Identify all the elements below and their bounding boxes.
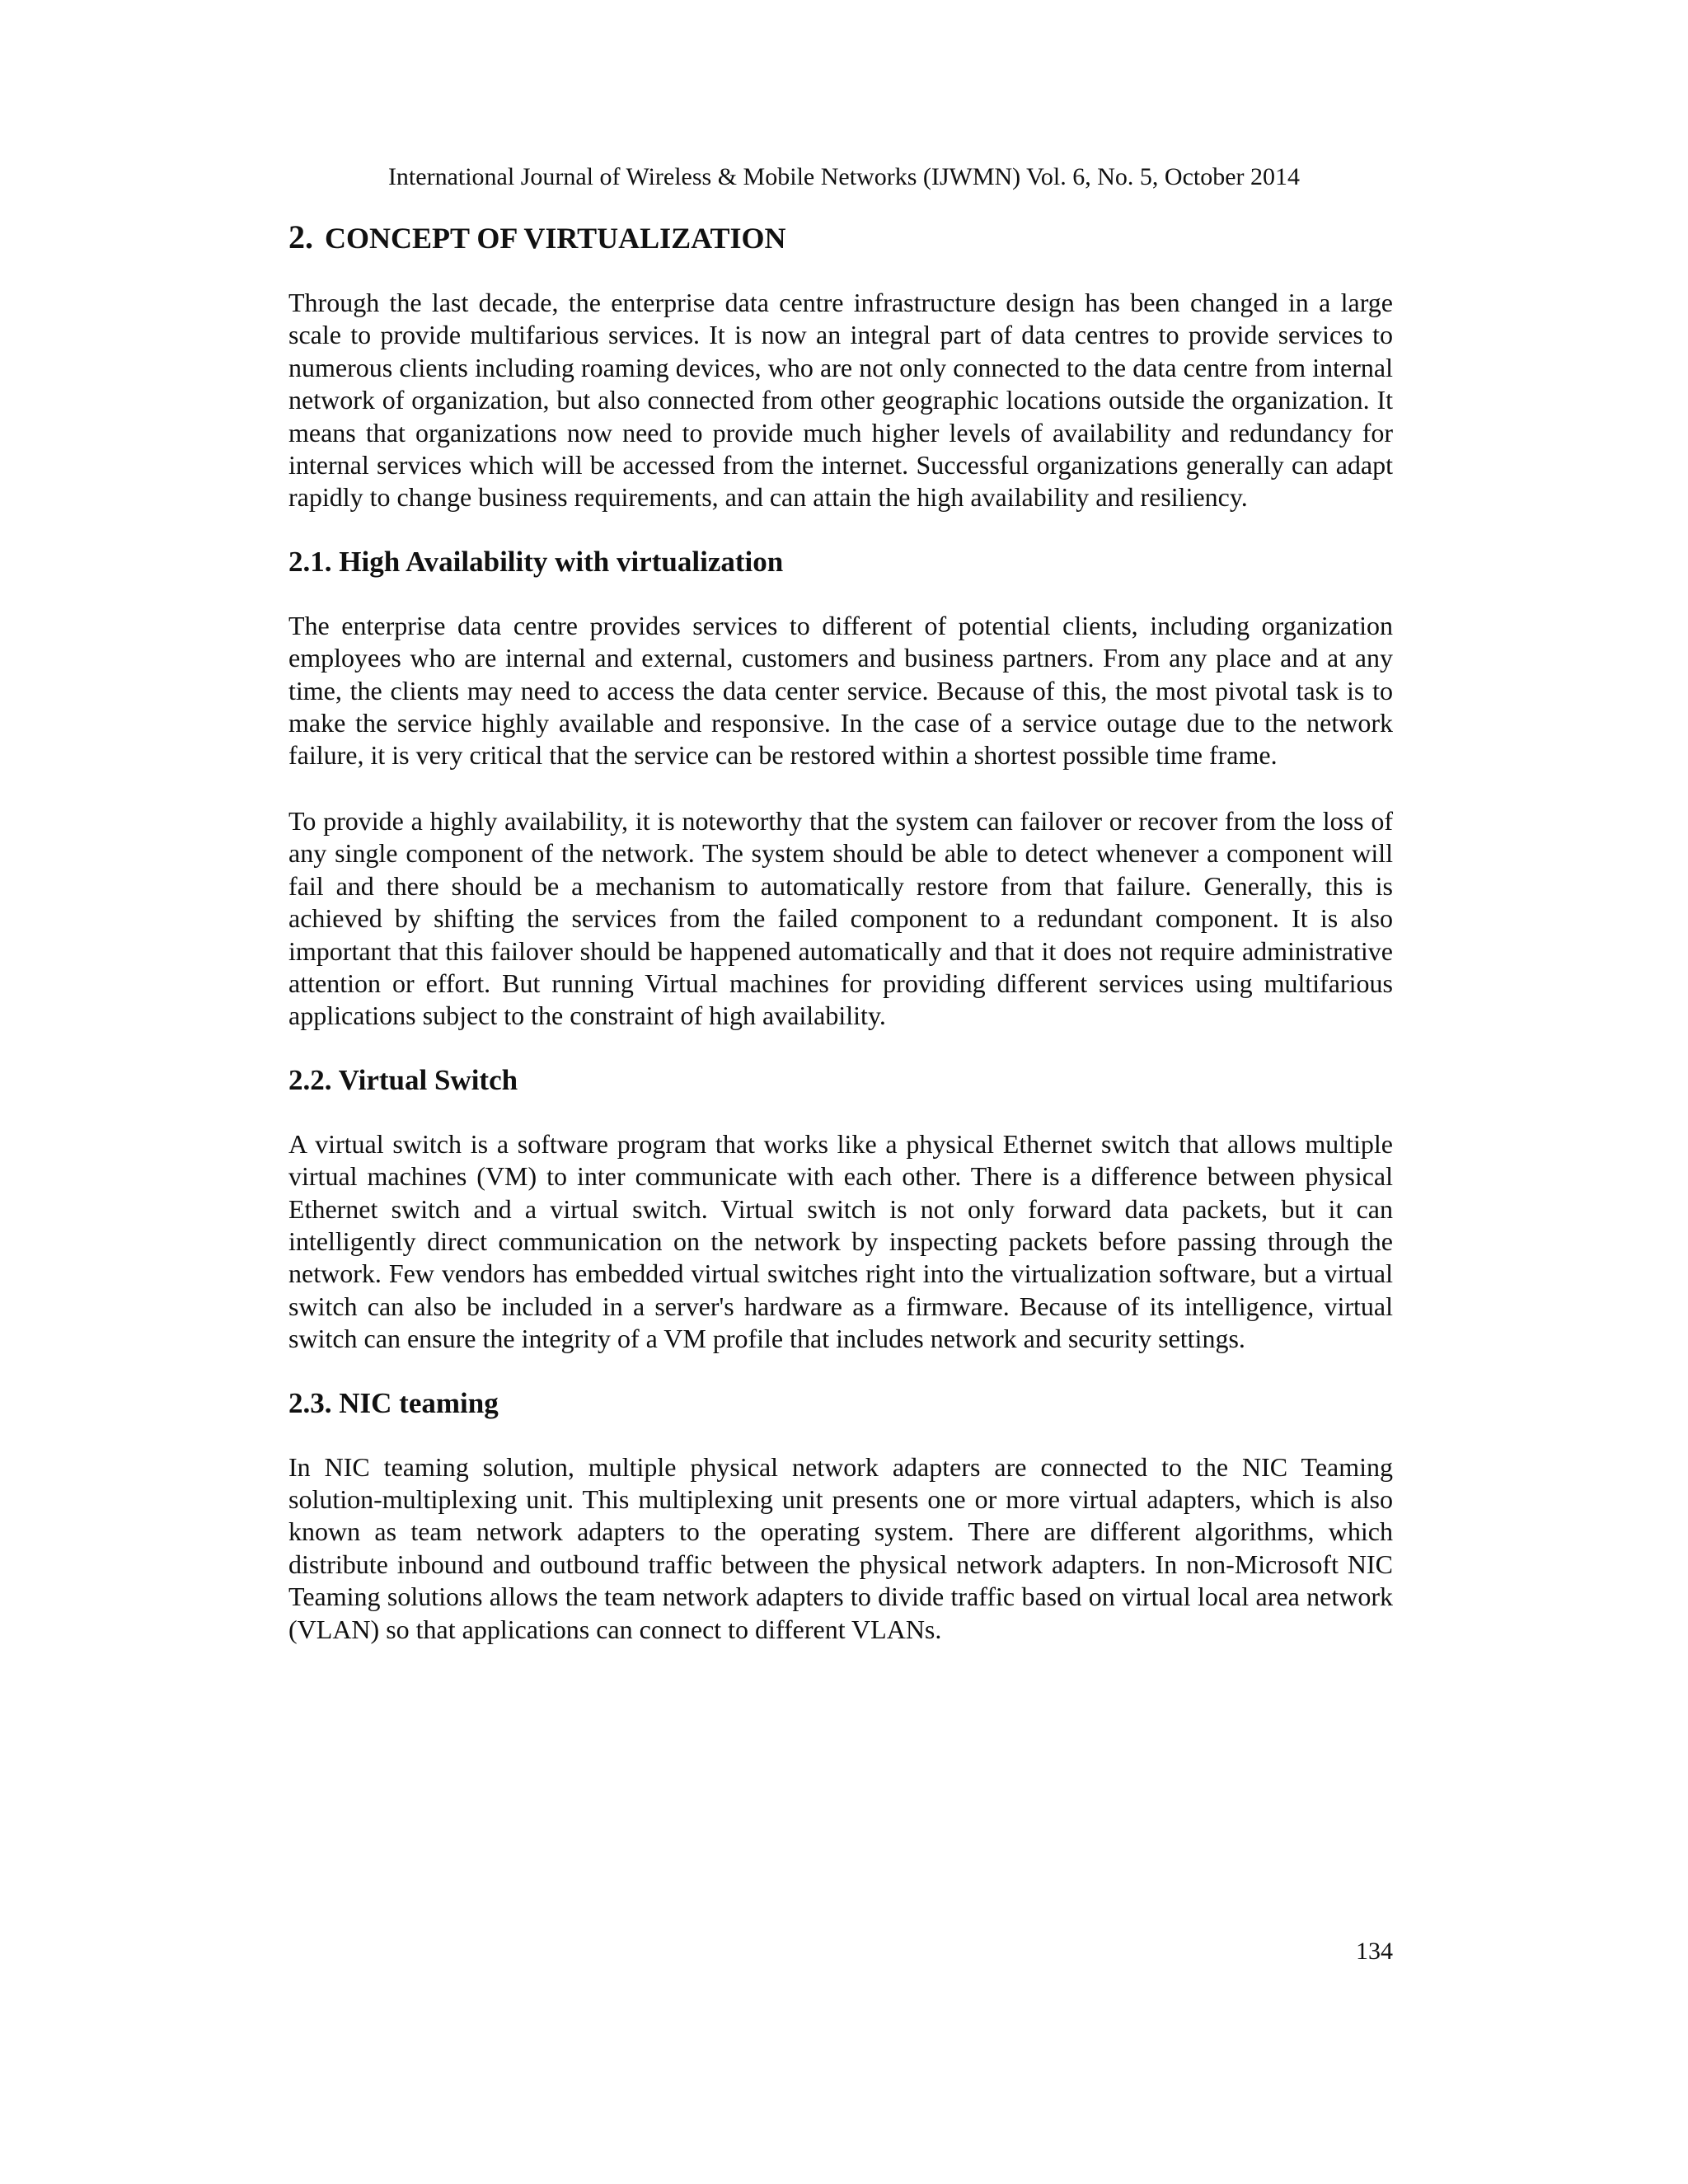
section-title: CONCEPT OF VIRTUALIZATION — [325, 222, 786, 255]
virtual-switch-paragraph: A virtual switch is a software program that works like a physical Ethernet switch that allows multiple virtual machines (VM) to inter communicate with each other. There is a difference between physical Ethernet switch and a virtual switch. Virtual switch is not only forward data packets, but it can intelligently direct communication on the network by inspecting packets before passing through the network. Few vendors has embedded virtual switches right into the virtualization software, but a virtual switch can also be included in a server's hardware as a firmware. Because of its intelligence, virtual switch can ensure the integrity of a VM profile that includes network and security settings. — [288, 1128, 1393, 1354]
section-number: 2. — [288, 218, 313, 255]
subsection-heading-high-availability: 2.1. High Availability with virtualization — [288, 545, 784, 578]
subsection-heading-virtual-switch: 2.2. Virtual Switch — [288, 1063, 518, 1096]
page-number: 134 — [1356, 1938, 1393, 1965]
high-availability-paragraph-1: The enterprise data centre provides services to different of potential clients, including organization employees who are internal and external, customers and business partners. From any place and at any time, the clients may need to access the data center service. Because of this, the most pivotal task is to make the service highly available and responsive. In the case of a service outage due to the network failure, it is very critical that the service can be restored within a shortest possible time frame. — [288, 610, 1393, 771]
article-body — [288, 218, 1393, 1646]
running-header: International Journal of Wireless & Mobile Networks (IJWMN) Vol. 6, No. 5, October 2014 — [387, 163, 1301, 190]
high-availability-paragraph-2: To provide a highly availability, it is noteworthy that the system can failover or recover from the loss of any single component of the network. The system should be able to detect whenever a component will fail and there should be a mechanism to automatically restore from that failure. Generally, this is achieved by shifting the services from the failed component to a redundant component. It is also important that this failover should be happened automatically and that it does not require administrative attention or effort. But running Virtual machines for providing different services using multifarious applications subject to the constraint of high availability. — [288, 805, 1393, 1031]
nic-teaming-paragraph: In NIC teaming solution, multiple physical network adapters are connected to the NIC Teaming solution-multiplexing unit. This multiplexing unit presents one or more virtual adapters, which is also known as team network adapters to the operating system. There are different algorithms, which distribute inbound and outbound traffic between the physical network adapters. In non-Microsoft NIC Teaming solutions allows the team network adapters to divide traffic based on virtual local area network (VLAN) so that applications can connect to different VLANs. — [288, 1451, 1393, 1644]
subsection-heading-nic-teaming: 2.3. NIC teaming — [288, 1386, 499, 1419]
section-heading — [288, 218, 1393, 257]
section-intro-paragraph: Through the last decade, the enterprise data centre infrastructure design has been changed in a large scale to provide multifarious services. It is now an integral part of data centres to provide services to numerous clients including roaming devices, who are not only connected to the data centre from internal network of organization, but also connected from other geographic locations outside the organization. It means that organizations now need to provide much higher levels of availability and redundancy for internal services which will be accessed from the internet. Successful organizations generally can adapt rapidly to change business requirements, and can attain the high availability and resiliency. — [288, 288, 1393, 513]
